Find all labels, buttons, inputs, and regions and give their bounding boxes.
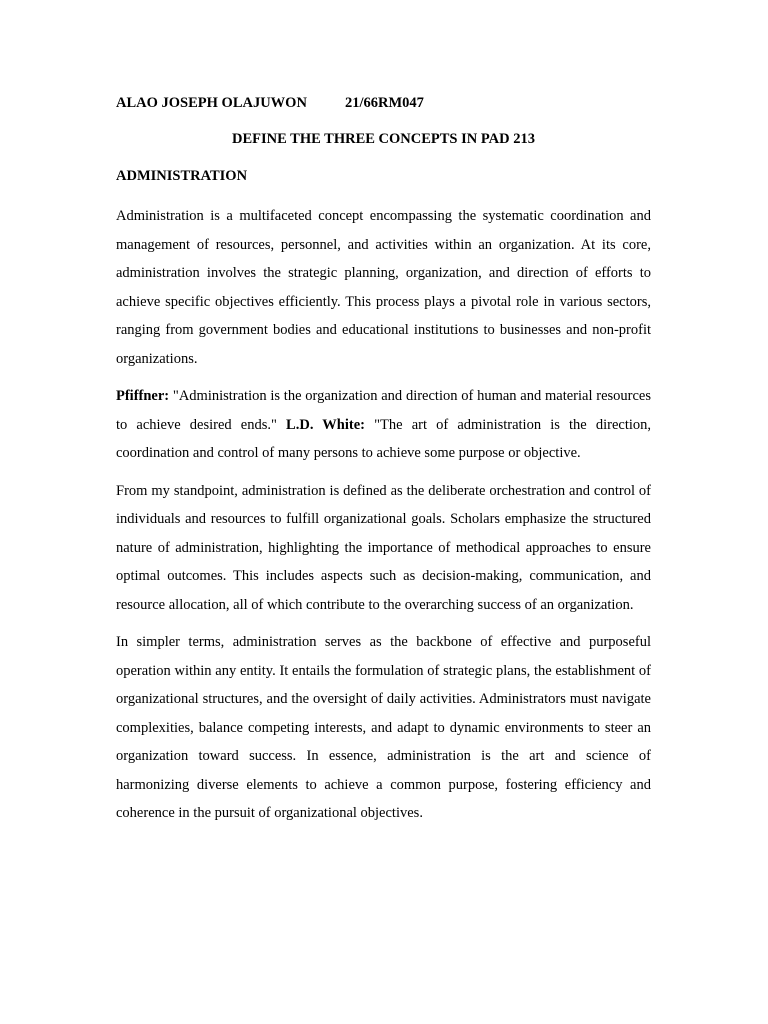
paragraph-3: From my standpoint, administration is defined as the deliberate orchestration and control of individuals and resources to fulfill organizational goals. Scholars emphasize the structured nature of administration, highlighting the importance of methodical approaches to ensure optimal outcomes. This includes aspects such as decision-making, communication, and resource allocation, all of which contribute to the overarching success of an organization. <box>116 482 651 613</box>
white-label: L.D. White: <box>286 416 365 433</box>
author-line <box>116 92 651 114</box>
document-title: DEFINE THE THREE CONCEPTS IN PAD 213 <box>232 131 535 147</box>
author-name: ALAO JOSEPH OLAJUWON <box>116 95 307 111</box>
section-heading: ADMINISTRATION <box>116 168 248 184</box>
matric-number: 21/66RM047 <box>344 95 424 111</box>
paragraph-1: Administration is a multifaceted concept encompassing the systematic coordination and management of resources, personnel, and activities within an organization. At its core, administration involves the strategic planning, organization, and direction of efforts to achieve specific objectives efficiently. This process plays a pivotal role in various sectors, ranging from government bodies and educational institutions to businesses and non-profit organizations. <box>116 208 651 367</box>
pfiffner-quote: "Administration is the organization and direction of human and material resources to achieve desired ends." <box>116 388 651 433</box>
document-page <box>116 92 651 837</box>
paragraph-4: In simpler terms, administration serves as the backbone of effective and purposeful operation within any entity. It entails the formulation of strategic plans, the establishment of organizational structures, and the oversight of daily activities. Administrators must navigate complexities, balance competing interests, and adapt to dynamic environments to steer an organization toward success. In essence, administration is the art and science of harmonizing diverse elements to achieve a common purpose, fostering efficiency and coherence in the pursuit of organizational objectives. <box>116 634 651 821</box>
white-quote: "The art of administration is the direction, coordination and control of many persons to achieve some purpose or objective. <box>116 416 652 461</box>
paragraph-2 <box>116 382 651 468</box>
pfiffner-label: Pfiffner: <box>116 388 170 404</box>
